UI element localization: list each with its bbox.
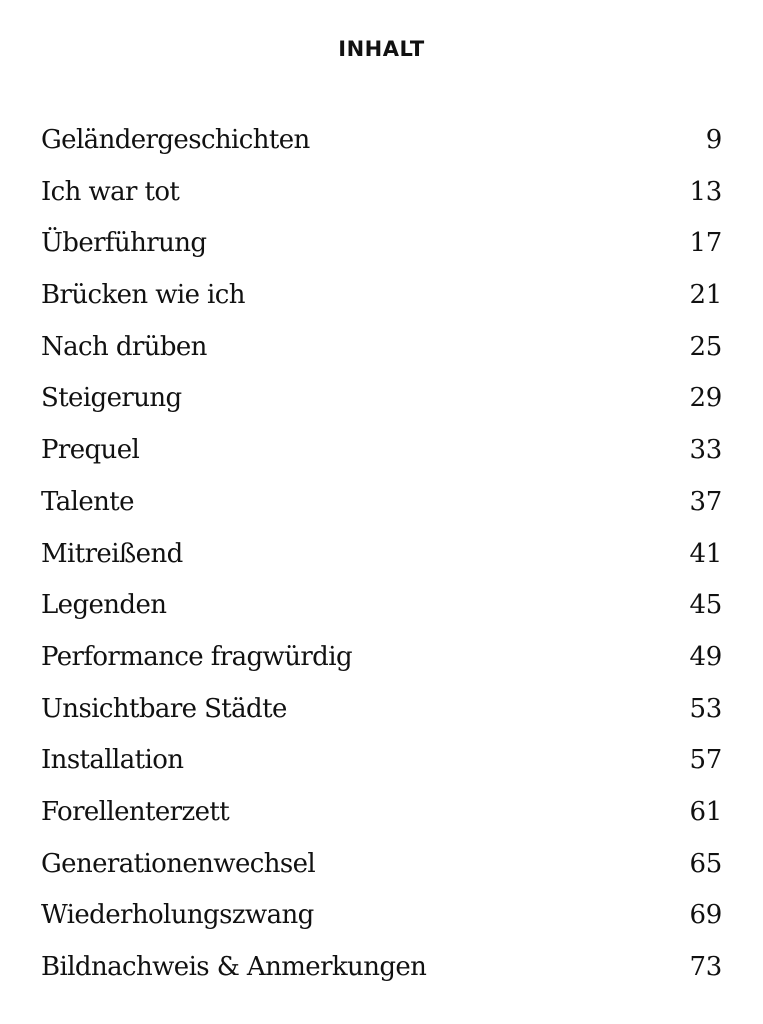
toc-entry-title: Mitreißend [41, 538, 183, 569]
page-title: INHALT [338, 37, 425, 61]
toc-entry-page-number: 49 [689, 641, 722, 672]
toc-list [41, 115, 722, 994]
toc-entry[interactable] [41, 425, 722, 477]
toc-entry-title: Ich war tot [41, 176, 180, 207]
toc-entry-title: Unsichtbare Städte [41, 693, 287, 724]
toc-entry-title: Talente [41, 486, 134, 517]
toc-entry-title: Überführung [41, 228, 207, 259]
toc-entry-title: Forellenterzett [41, 796, 230, 827]
toc-entry-title: Nach drüben [41, 331, 207, 362]
toc-entry-page-number: 69 [689, 900, 722, 931]
toc-entry[interactable] [41, 115, 722, 167]
toc-entry[interactable] [41, 167, 722, 219]
toc-entry-title: Installation [41, 745, 184, 776]
toc-entry[interactable] [41, 529, 722, 581]
toc-entry-page-number: 61 [689, 796, 722, 827]
toc-entry[interactable] [41, 270, 722, 322]
toc-entry[interactable] [41, 632, 722, 684]
toc-entry-title: Bildnachweis & Anmerkungen [41, 952, 427, 982]
toc-entry-page-number: 37 [689, 486, 722, 517]
toc-entry-title: Wiederholungszwang [41, 900, 314, 931]
toc-entry[interactable] [41, 890, 722, 942]
toc-entry-title: Geländergeschichten [41, 125, 310, 155]
toc-entry[interactable] [41, 942, 722, 994]
toc-entry[interactable] [41, 839, 722, 891]
toc-entry-page-number: 17 [689, 228, 722, 259]
toc-entry-title: Brücken wie ich [41, 280, 245, 311]
toc-entry-title: Generationenwechsel [41, 848, 316, 879]
toc-entry[interactable] [41, 684, 722, 736]
toc-entry-page-number: 33 [689, 435, 722, 466]
toc-entry-title: Prequel [41, 435, 140, 466]
toc-entry-page-number: 53 [689, 693, 722, 724]
toc-entry[interactable] [41, 322, 722, 374]
toc-entry-page-number: 65 [689, 848, 722, 879]
toc-entry-page-number: 45 [689, 590, 722, 621]
toc-entry-page-number: 57 [689, 745, 722, 776]
toc-entry[interactable] [41, 477, 722, 529]
toc-entry-page-number: 25 [689, 331, 722, 362]
toc-entry[interactable] [41, 735, 722, 787]
toc-entry[interactable] [41, 218, 722, 270]
toc-entry-page-number: 21 [689, 280, 722, 311]
toc-entry-page-number: 73 [689, 952, 722, 982]
toc-entry[interactable] [41, 787, 722, 839]
toc-entry-page-number: 29 [689, 383, 722, 414]
toc-entry-page-number: 9 [705, 125, 722, 155]
toc-entry[interactable] [41, 373, 722, 425]
toc-entry-title: Steigerung [41, 383, 182, 414]
toc-entry-page-number: 41 [689, 538, 722, 569]
toc-entry-title: Legenden [41, 590, 167, 621]
toc-entry-page-number: 13 [689, 176, 722, 207]
toc-entry-title: Performance fragwürdig [41, 641, 352, 672]
toc-entry[interactable] [41, 580, 722, 632]
